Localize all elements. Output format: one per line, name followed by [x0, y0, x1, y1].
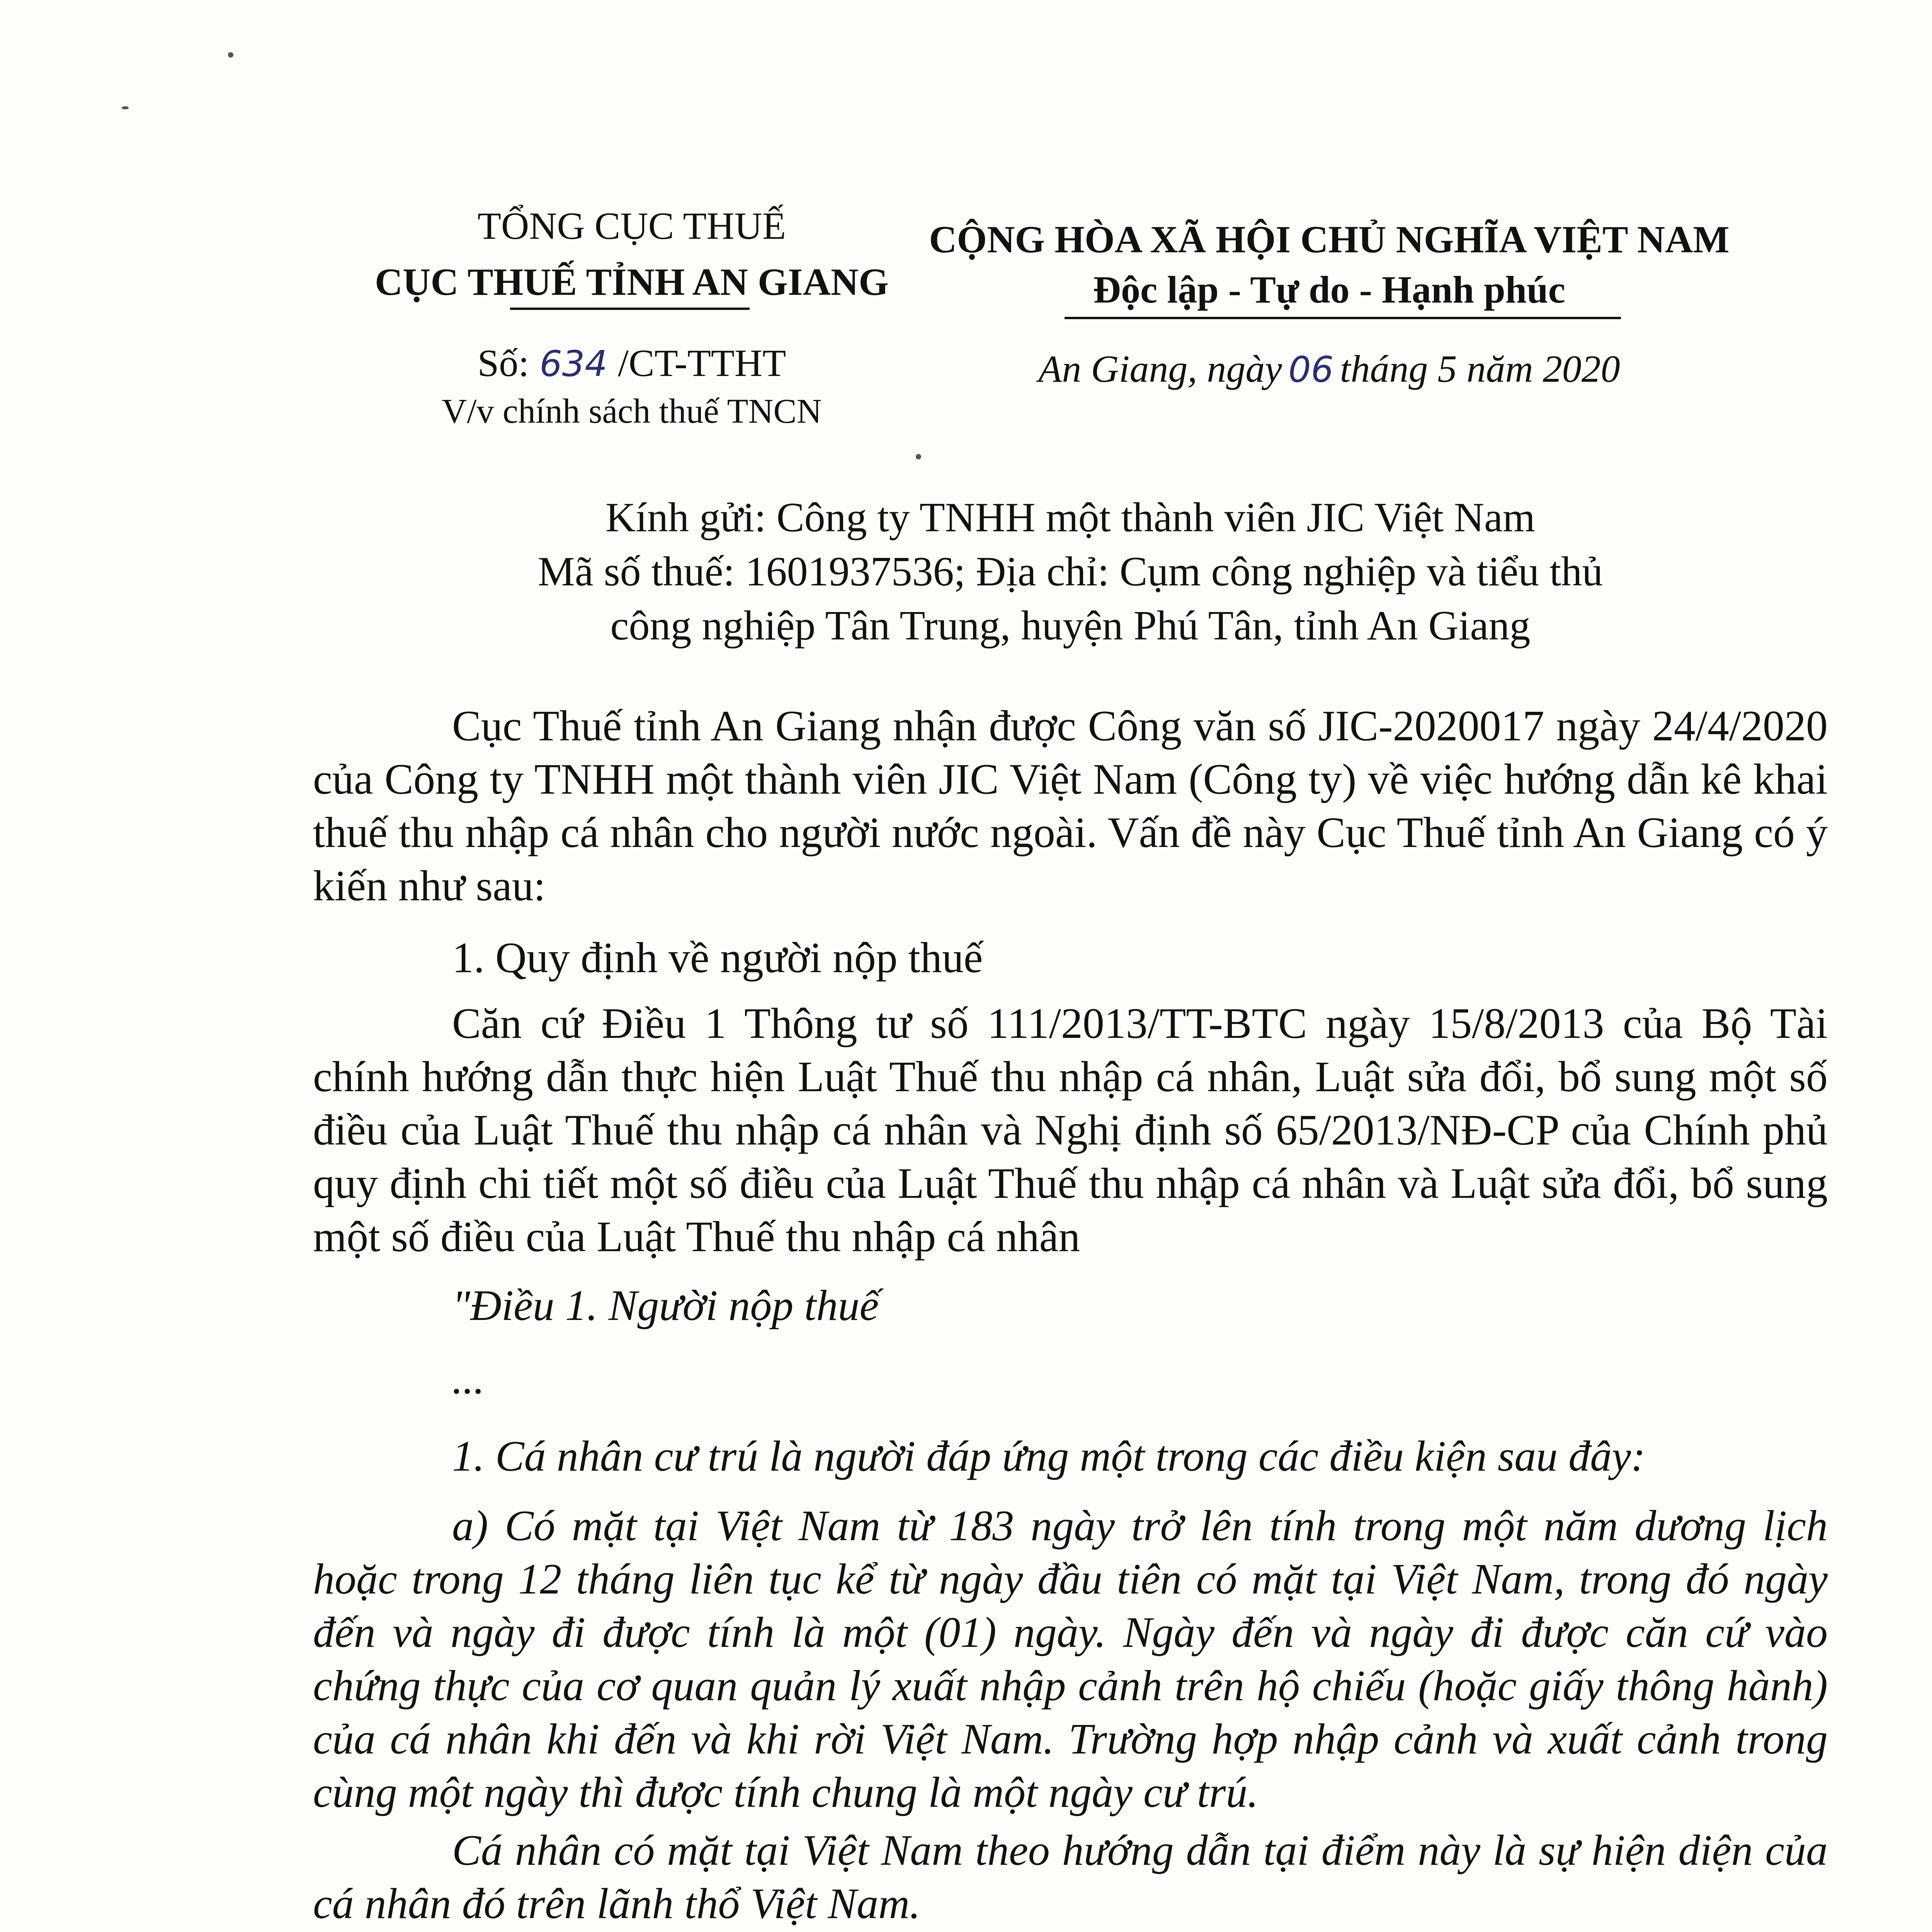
ellipsis: ... [452, 1355, 485, 1403]
handwritten-day: 06 [1288, 349, 1334, 390]
scan-speck [916, 454, 921, 459]
document-subject: V/v chính sách thuế TNCN [442, 392, 822, 430]
quoted-clause-a: a) Có mặt tại Việt Nam từ 183 ngày trở lên tính trong một năm dương lịch hoặc trong 12 tháng liên tục kể từ ngày đầu tiên có mặt tại Việt Nam, trong đó ngày đến và ngày đi được tính là một (01) ngày. Ngày đến và ngày đi được căn cứ vào chứng thực của cơ quan quản lý xuất nhập cảnh trên hộ chiếu (hoặc giấy thông hành) của cá nhân khi đến và khi rời Việt Nam. Trường hợp nhập cảnh và xuất cảnh trong cùng một ngày thì được tính chung là một ngày cư trú. [313, 1502, 1828, 1816]
handwritten-number: 634 [539, 343, 607, 384]
intro-paragraph: Cục Thuế tỉnh An Giang nhận được Công văn số JIC-2020017 ngày 24/4/2020 của Công ty TNHH một thành viên JIC Việt Nam (Công ty) về việc hướng dẫn kê khai thuế thu nhập cá nhân cho người nước ngoài. Vấn đề này Cục Thuế tỉnh An Giang có ý kiến như sau: [313, 702, 1828, 910]
quoted-clause-a-note: Cá nhân có mặt tại Việt Nam theo hướng dẫn tại điểm này là sự hiện diện của cá nhân đó trên lãnh thổ Việt Nam. [313, 1827, 1828, 1928]
nation-motto: Độc lập - Tự do - Hạnh phúc [1093, 268, 1566, 311]
agency-underline [510, 308, 750, 310]
agency-parent: TỔNG CỤC THUẾ [477, 204, 786, 247]
nation-title: CỘNG HÒA XÃ HỘI CHỦ NGHĨA VIỆT NAM [929, 218, 1730, 261]
recipient-address-cont: công nghiệp Tân Trung, huyện Phú Tân, tỉnh An Giang [610, 603, 1531, 649]
section-1-heading: 1. Quy định về người nộp thuế [452, 934, 983, 982]
legal-basis-paragraph: Căn cứ Điều 1 Thông tư số 111/2013/TT-BTC ngày 15/8/2013 của Bộ Tài chính hướng dẫn thực hiện Luật Thuế thu nhập cá nhân, Luật sửa đổi, bổ sung một số điều của Luật Thuế thu nhập cá nhân và Nghị định số 65/2013/NĐ-CP của Chính phủ quy định chi tiết một số điều của Luật Thuế thu nhập cá nhân và Luật sửa đổi, bổ sung một số điều của Luật Thuế thu nhập cá nhân [313, 1000, 1828, 1261]
motto-underline [1065, 317, 1621, 319]
quoted-clause-1: 1. Cá nhân cư trú là người đáp ứng một trong các điều kiện sau đây: [452, 1432, 1646, 1480]
scan-speck [122, 106, 129, 109]
quoted-article-title: "Điều 1. Người nộp thuế [452, 1282, 879, 1330]
document-date: An Giang, ngày 06 tháng 5 năm 2020 [904, 346, 1754, 393]
recipient-line: Kính gửi: Công ty TNHH một thành viên JIC Việt Nam [605, 495, 1535, 541]
scan-speck [228, 52, 233, 58]
document-number: Số: 634 /CT-TTHT [321, 340, 943, 387]
recipient-tax-address: Mã số thuế: 1601937536; Địa chỉ: Cụm công nghiệp và tiểu thủ [537, 549, 1603, 595]
agency-name: CỤC THUẾ TỈNH AN GIANG [375, 260, 889, 303]
